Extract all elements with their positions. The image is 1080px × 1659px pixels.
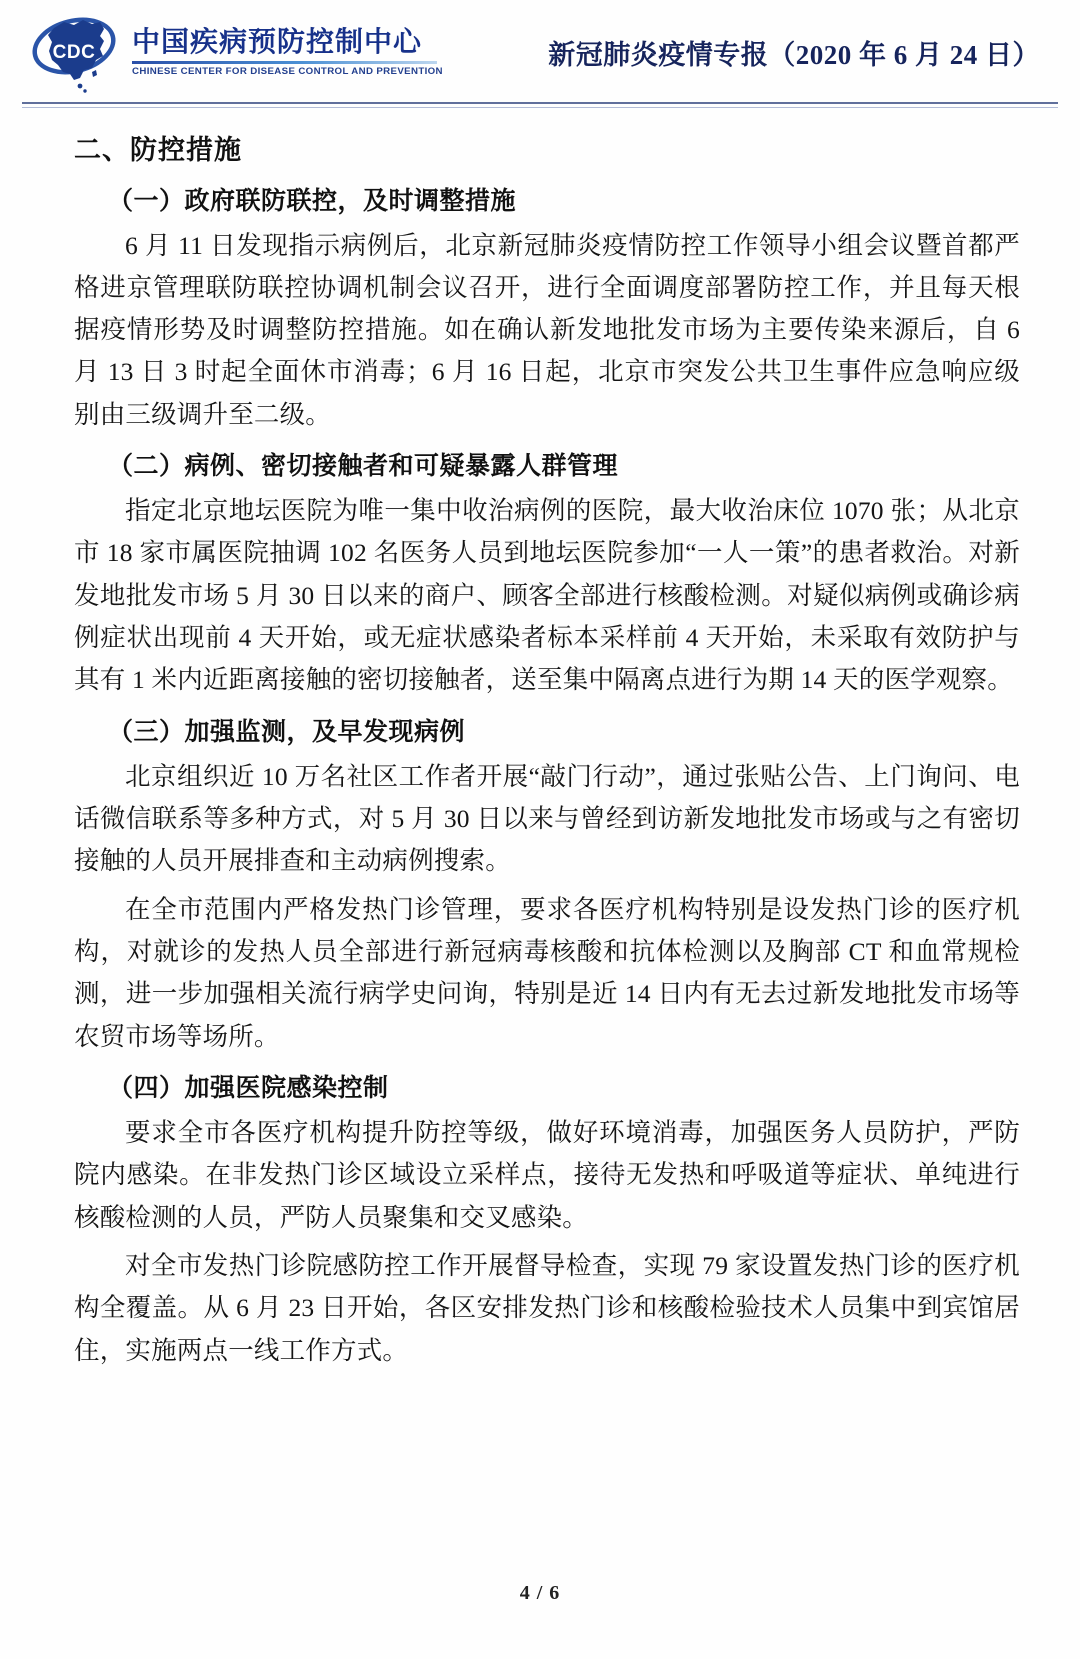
- china-cdc-emblem-icon: [30, 8, 122, 96]
- paragraph: 在全市范围内严格发热门诊管理，要求各医疗机构特别是设发热门诊的医疗机构，对就诊的发热人员全部进行新冠病毒核酸和抗体检测以及胸部 CT 和血常规检测，进一步加强相关流行病学史问询，特别是近 14 日内有无去过新发地批发市场等农贸市场等场所。: [74, 894, 1020, 1051]
- subsection-heading-3: （三）加强监测，及早发现病例: [108, 717, 466, 746]
- header-divider-secondary: [22, 107, 1058, 108]
- subsection-heading-4: （四）加强医院感染控制: [108, 1074, 389, 1103]
- report-title: 新冠肺炎疫情专报（2020 年 6 月 24 日）: [548, 39, 1040, 70]
- paragraph: 对全市发热门诊院感防控工作开展督导检查，实现 79 家设置发热门诊的医疗机构全覆盖。从 6 月 23 日开始，各区安排发热门诊和核酸检验技术人员集中到宾馆居住，实施两点一线工作方式。: [74, 1251, 1020, 1365]
- paragraph: 6 月 11 日发现指示病例后，北京新冠肺炎疫情防控工作领导小组会议暨首都严格进京管理联防联控协调机制会议召开，进行全面调度部署防控工作，并且每天根据疫情形势及时调整防控措施。如在确认新发地批发市场为主要传染来源后，自 6 月 13 日 3 时起全面休市消毒；6 月 16 日起，北京市突发公共卫生事件应急响应级别由三级调升至二级。: [74, 230, 1020, 429]
- subsection-heading-1: （一）政府联防联控，及时调整措施: [108, 186, 517, 215]
- paragraph: 指定北京地坛医院为唯一集中收治病例的医院，最大收治床位 1070 张；从北京市 18 家市属医院抽调 102 名医务人员到地坛医院参加“一人一策”的患者救治。对新发地批发市场 5 月 30 日以来的商户、顾客全部进行核酸检测。对疑似病例或确诊病例症状出现前 4 天开始，或无症状感染者标本采样前 4 天开始，未采取有效防护与其有 1 米内近距离接触的密切接触者，送至集中隔离点进行为期 14 天的医学观察。: [74, 496, 1020, 695]
- svg-text:CDC: CDC: [52, 42, 96, 63]
- subsection-heading-2: （二）病例、密切接触者和可疑暴露人群管理: [108, 452, 619, 481]
- paragraph: 北京组织近 10 万名社区工作者开展“敲门行动”，通过张贴公告、上门询问、电话微信联系等多种方式，对 5 月 30 日以来与曾经到访新发地批发市场或与之有密切接触的人员开展排查和主动病例搜索。: [74, 761, 1020, 876]
- org-name-cn: 中国疾病预防控制中心: [132, 26, 423, 58]
- paragraph: 要求全市各医疗机构提升防控等级，做好环境消毒，加强医务人员防护，严防院内感染。在非发热门诊区域设立采样点，接待无发热和呼吸道等症状、单纯进行核酸检测的人员，严防人员聚集和交叉感染。: [74, 1118, 1020, 1232]
- header-divider-primary: [22, 102, 1058, 104]
- brand-divider: [132, 61, 437, 64]
- cdc-logo: [30, 8, 443, 96]
- section-heading: 二、防控措施: [74, 135, 242, 165]
- page-number: 4 / 6: [519, 1582, 561, 1604]
- org-name-en: CHINESE CENTER FOR DISEASE CONTROL AND PREVENTION: [132, 65, 443, 77]
- page-header: [0, 0, 1080, 104]
- document-body: [0, 104, 1080, 1372]
- brand-text-block: [132, 26, 443, 77]
